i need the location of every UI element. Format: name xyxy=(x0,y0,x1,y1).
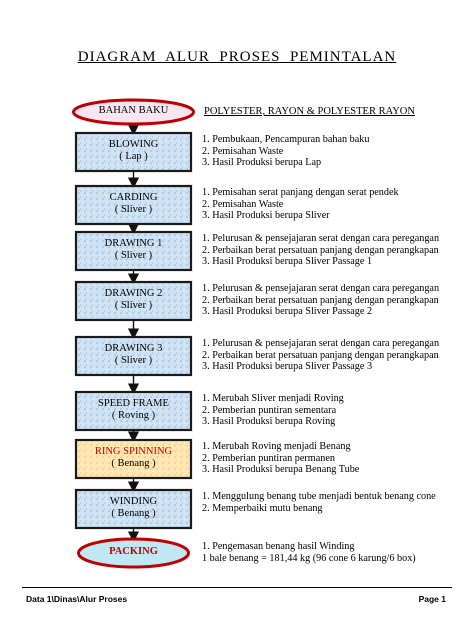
step-name: DRAWING 3 xyxy=(104,343,163,354)
description-line: 1 bale benang = 181,44 kg (96 cone 6 karung/6 box) xyxy=(202,552,416,564)
step-description-carding xyxy=(202,187,399,222)
step-label-drawing-2 xyxy=(76,288,191,312)
step-output: ( Sliver ) xyxy=(114,250,153,261)
step-description-drawing-1 xyxy=(202,233,439,268)
step-description-drawing-3 xyxy=(202,338,439,373)
source-label: BAHAN BAKU xyxy=(98,105,169,116)
step-description-winding xyxy=(202,491,436,514)
step-description-speed-frame xyxy=(202,393,344,428)
footer-path: Data 1\Dinas\Alur Proses xyxy=(26,594,128,604)
step-label-ring-spinning xyxy=(76,446,191,470)
footer-divider xyxy=(22,587,452,588)
step-name: BLOWING xyxy=(108,139,159,150)
step-description-packing xyxy=(202,541,416,564)
description-line: 2. Memperbaiki mutu benang xyxy=(202,502,323,514)
step-name: PACKING xyxy=(109,546,158,557)
step-description-drawing-2 xyxy=(202,283,439,318)
step-output: ( Sliver ) xyxy=(114,300,153,311)
step-output: ( Benang ) xyxy=(111,508,156,519)
step-name: DRAWING 1 xyxy=(104,238,163,249)
step-name: SPEED FRAME xyxy=(98,398,169,409)
description-line: 3. Hasil Produksi berupa Sliver Passage 2 xyxy=(202,306,373,317)
description-line: 1. Pelurusan & pensejajaran serat dengan cara peregangan xyxy=(202,338,440,349)
step-name: WINDING xyxy=(109,496,158,507)
description-line: 1. Menggulung benang tube menjadi bentuk benang cone xyxy=(202,491,436,502)
description-line: 2. Pemberian puntiran sementara xyxy=(202,404,337,416)
step-name: RING SPINNING xyxy=(94,446,173,457)
source-materials: POLYESTER, RAYON & POLYESTER RAYON xyxy=(204,106,415,117)
description-line: 2. Perbaikan berat persatuan panjang dengan perangkapan xyxy=(202,349,439,361)
step-label-packing xyxy=(76,546,191,558)
step-label-drawing-1 xyxy=(76,238,191,262)
description-line: 2. Pemberian puntiran permanen xyxy=(202,452,335,464)
description-line: 1. Pengemasan benang hasil Winding xyxy=(202,541,355,552)
description-line: 2. Pemisahan Waste xyxy=(202,145,284,157)
description-line: 2. Perbaikan berat persatuan panjang dengan perangkapan xyxy=(202,294,439,306)
step-label-blowing xyxy=(76,139,191,163)
step-description-ring-spinning xyxy=(202,441,359,476)
step-label-carding xyxy=(76,192,191,216)
description-line: 3. Hasil Produksi berupa Roving xyxy=(202,416,336,427)
step-output: ( Lap ) xyxy=(119,151,148,162)
footer-page-number: Page 1 xyxy=(418,594,446,604)
description-line: 2. Perbaikan berat persatuan panjang dengan perangkapan xyxy=(202,244,439,256)
description-line: 1. Pelurusan & pensejajaran serat dengan cara peregangan xyxy=(202,283,440,294)
description-line: 3. Hasil Produksi berupa Sliver Passage 3 xyxy=(202,361,373,372)
description-line: 3. Hasil Produksi berupa Sliver Passage 1 xyxy=(202,256,373,267)
step-label-drawing-3 xyxy=(76,343,191,367)
description-line: 1. Pemisahan serat panjang dengan serat pendek xyxy=(202,187,399,198)
description-line: 2. Pemisahan Waste xyxy=(202,198,284,210)
description-line: 3. Hasil Produksi berupa Lap xyxy=(202,157,322,168)
step-description-blowing xyxy=(202,134,369,169)
description-line: 1. Merubah Sliver menjadi Roving xyxy=(202,393,344,404)
step-name: CARDING xyxy=(109,192,158,203)
description-line: 1. Pelurusan & pensejajaran serat dengan cara peregangan xyxy=(202,233,440,244)
step-output: ( Sliver ) xyxy=(114,355,153,366)
description-line: 1. Pembukaan, Pencampuran bahan baku xyxy=(202,134,370,145)
diagram-title: DIAGRAM ALUR PROSES PEMINTALAN xyxy=(77,49,397,65)
step-name: DRAWING 2 xyxy=(104,288,163,299)
description-line: 3. Hasil Produksi berupa Sliver xyxy=(202,210,330,221)
step-output: ( Benang ) xyxy=(111,458,156,469)
description-line: 1. Merubah Roving menjadi Benang xyxy=(202,441,351,452)
step-output: ( Sliver ) xyxy=(114,204,153,215)
description-line: 3. Hasil Produksi berupa Benang Tube xyxy=(202,464,360,475)
step-label-winding xyxy=(76,496,191,520)
step-output: ( Roving ) xyxy=(111,410,156,421)
step-label-speed-frame xyxy=(76,398,191,422)
